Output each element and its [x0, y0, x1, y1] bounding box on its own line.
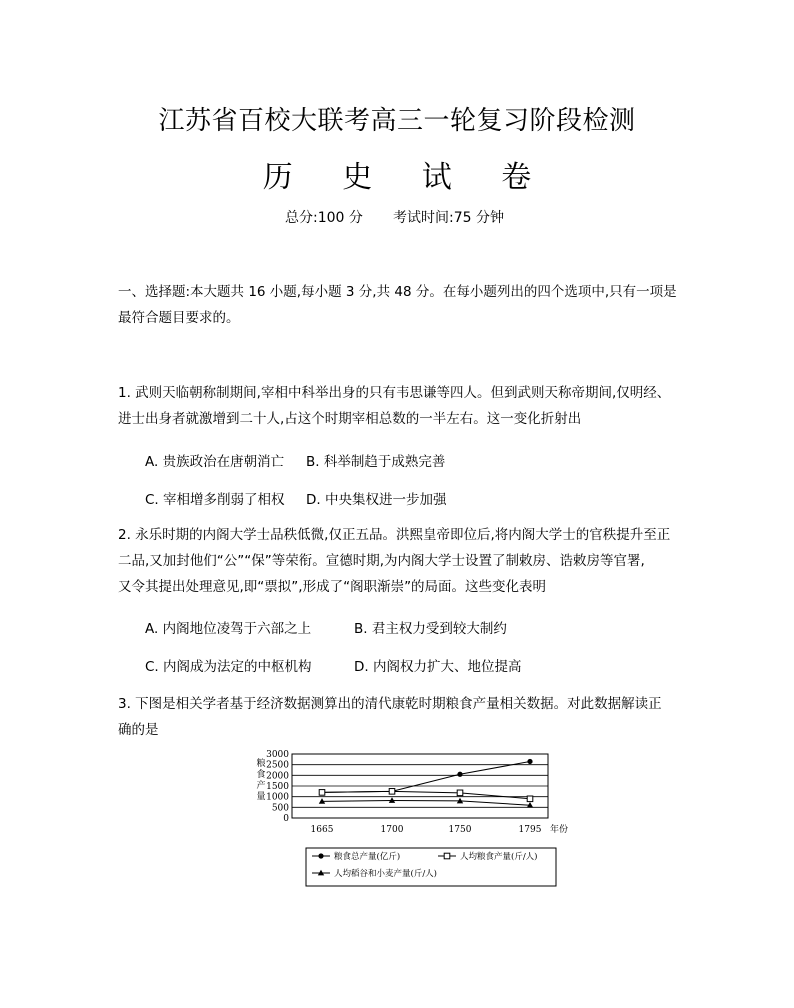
- exam-time: 考试时间:75 分钟: [393, 210, 504, 226]
- x-tick-label: 1750: [448, 825, 472, 835]
- y-tick-label: 3000: [266, 750, 289, 760]
- question-line: 2. 永乐时期的内阁大学士品秩低微,仅正五品。洪熙皇帝即位后,将内阁大学士的官秩提升至正: [118, 527, 671, 543]
- y-tick-label: 1000: [266, 792, 289, 803]
- chart-svg: [250, 746, 570, 888]
- legend-label: 人均稻谷和小麦产量(斤/人): [334, 869, 437, 879]
- question-1-stem: [118, 380, 688, 432]
- y-tick-label: 1500: [266, 782, 289, 792]
- legend-label: 人均粮食产量(斤/人): [460, 852, 538, 862]
- exam-title: 江苏省百校大联考高三一轮复习阶段检测: [158, 106, 636, 136]
- section-line: 一、选择题:本大题共 16 小题,每小题 3 分,共 48 分。在每小题列出的四个选项中,只有一项是: [118, 284, 677, 300]
- section-instructions: [118, 279, 688, 331]
- series-2-point: [457, 790, 463, 796]
- question-line: 确的是: [118, 722, 159, 738]
- q1-option-c: C. 宰相增多削弱了相权: [145, 492, 285, 508]
- x-tick-label: 1665: [310, 825, 334, 835]
- y-tick-label: 2000: [266, 771, 289, 782]
- series-1-point: [457, 772, 462, 777]
- grain-production-chart: [250, 746, 570, 888]
- legend-label: 粮食总产量(亿斤): [334, 852, 401, 862]
- subject-title: 历 史 试 卷: [262, 160, 552, 195]
- q1-option-d: D. 中央集权进一步加强: [306, 492, 447, 508]
- x-tick-label: 1795: [518, 825, 542, 835]
- series-2-point: [527, 796, 533, 802]
- series-2-point: [389, 789, 395, 795]
- y-tick-label: 0: [283, 814, 289, 824]
- question-3-stem: [118, 691, 688, 743]
- x-axis-label: 年份: [550, 825, 569, 835]
- question-line: 1. 武则天临朝称制期间,宰相中科举出身的只有韦思谦等四人。但到武则天称帝期间,仅明经、: [118, 385, 671, 401]
- q2-option-d: D. 内阁权力扩大、地位提高: [354, 659, 522, 675]
- q2-option-b: B. 君主权力受到较大制约: [354, 621, 507, 637]
- question-line: 二品,又加封他们“公”“保”等荣衔。宣德时期,为内阁大学士设置了制敕房、诰敕房等官署,: [118, 553, 645, 569]
- series-2-point: [319, 790, 325, 796]
- y-axis-label: 粮: [256, 759, 266, 769]
- legend-marker: [318, 853, 323, 858]
- q1-option-b: B. 科举制趋于成熟完善: [306, 454, 446, 470]
- question-2-stem: [118, 522, 688, 600]
- series-line-3: [322, 801, 530, 806]
- question-line: 进士出身者就激增到二十人,占这个时期宰相总数的一半左右。这一变化折射出: [118, 411, 582, 427]
- y-axis-label: 产: [256, 781, 266, 791]
- y-tick-label: 500: [271, 803, 289, 814]
- legend-marker: [444, 853, 450, 859]
- y-axis-label: 量: [256, 792, 266, 802]
- q1-option-a: A. 贵族政治在唐朝消亡: [145, 454, 285, 470]
- series-line-2: [322, 791, 530, 798]
- x-tick-label: 1700: [380, 825, 404, 835]
- series-line-1: [322, 761, 530, 792]
- section-line: 最符合题目要求的。: [118, 310, 240, 326]
- y-tick-label: 2500: [266, 760, 289, 771]
- total-score: 总分:100 分: [285, 210, 363, 226]
- question-line: 3. 下图是相关学者基于经济数据测算出的清代康乾时期粮食产量相关数据。对此数据解读正: [118, 696, 662, 712]
- y-axis-label: 食: [256, 770, 266, 780]
- question-line: 又令其提出处理意见,即“票拟”,形成了“阁职渐崇”的局面。这些变化表明: [118, 579, 547, 595]
- q2-option-a: A. 内阁地位凌驾于六部之上: [145, 621, 312, 637]
- series-1-point: [527, 759, 532, 764]
- q2-option-c: C. 内阁成为法定的中枢机构: [145, 659, 312, 675]
